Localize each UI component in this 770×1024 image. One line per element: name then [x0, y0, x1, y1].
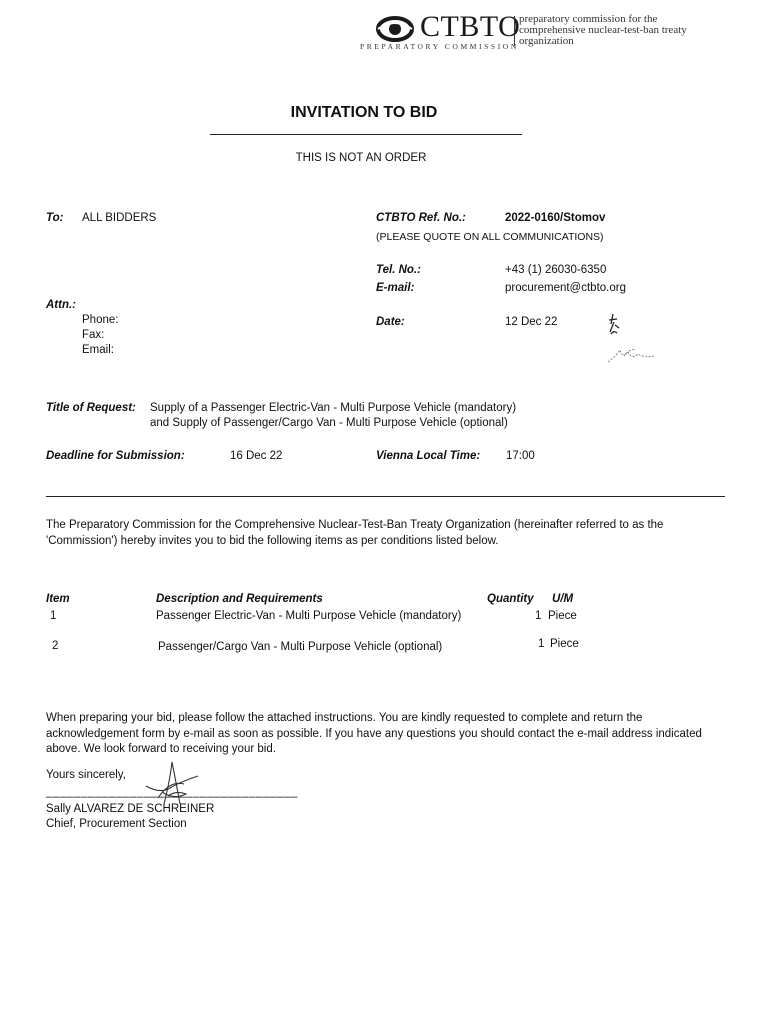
request-line-2: and Supply of Passenger/Cargo Van - Multi Purpose Vehicle (optional) — [150, 417, 508, 429]
column-header-quantity: Quantity — [487, 593, 534, 605]
email-value: procurement@ctbto.org — [505, 282, 626, 294]
instructions-paragraph: When preparing your bid, please follow the attached instructions. You are kindly requested to complete and return the acknowledgement form by e-mail as soon as possible. If you have any questions you should contact the e-mail address indicated above. We look forward to receiving your bid. — [46, 712, 702, 755]
intro-paragraph: The Preparatory Commission for the Comprehensive Nuclear-Test-Ban Treaty Organization (hereinafter referred to as the 'Commission') hereby invites you to bid the following items as per conditions listed below. — [46, 519, 664, 547]
attn-label: Attn.: — [46, 299, 77, 311]
logo-tagline: preparatory commission for the comprehensive nuclear-test-ban treaty organization — [519, 13, 687, 47]
attn-fax-label: Fax: — [82, 329, 105, 341]
row-item-number: 2 — [52, 640, 59, 652]
section-divider — [46, 496, 725, 497]
deadline-value: 16 Dec 22 — [230, 450, 283, 462]
title-underline — [210, 134, 522, 135]
small-signature-mark — [606, 344, 658, 366]
ref-note: (PLEASE QUOTE ON ALL COMMUNICATIONS) — [376, 231, 604, 243]
to-value: ALL BIDDERS — [82, 212, 157, 224]
page-title: INVITATION TO BID — [290, 104, 438, 121]
signatory-name: Sally ALVAREZ DE SCHREINER — [46, 803, 215, 815]
signatory-position: Chief, Procurement Section — [46, 818, 187, 830]
ref-value: 2022-0160/Stomov — [505, 212, 606, 224]
ref-label: CTBTO Ref. No.: — [376, 212, 466, 224]
page-subtitle: THIS IS NOT AN ORDER — [295, 152, 427, 164]
column-header-item: Item — [46, 593, 70, 605]
logo-subline: PREPARATORY COMMISSION — [360, 42, 519, 51]
local-time-value: 17:00 — [506, 450, 535, 462]
row-item-number: 1 — [50, 610, 57, 622]
row-description: Passenger/Cargo Van - Multi Purpose Vehicle (optional) — [158, 641, 443, 653]
tel-label: Tel. No.: — [376, 264, 421, 276]
row-quantity: 1 — [535, 610, 542, 622]
attn-email-label: Email: — [82, 344, 114, 356]
date-value: 12 Dec 22 — [505, 316, 558, 328]
tel-value: +43 (1) 26030-6350 — [505, 264, 607, 276]
request-label: Title of Request: — [46, 402, 136, 414]
logo-wordmark: CTBTO — [420, 10, 521, 43]
email-label: E-mail: — [376, 282, 415, 294]
local-time-label: Vienna Local Time: — [376, 450, 481, 462]
signature-line: ____________________________________ — [46, 786, 298, 798]
attn-phone-label: Phone: — [82, 314, 119, 326]
deadline-label: Deadline for Submission: — [46, 450, 185, 462]
row-quantity: 1 — [538, 638, 545, 650]
row-unit: Piece — [550, 638, 579, 650]
row-description: Passenger Electric-Van - Multi Purpose Vehicle (mandatory) — [156, 610, 462, 622]
column-header-um: U/M — [552, 593, 574, 605]
request-line-1: Supply of a Passenger Electric-Van - Multi Purpose Vehicle (mandatory) — [150, 402, 517, 414]
column-header-description: Description and Requirements — [156, 593, 323, 605]
handwritten-signature — [140, 760, 204, 808]
ctbto-emblem-icon — [375, 14, 415, 44]
logo-divider — [514, 16, 515, 46]
row-unit: Piece — [548, 610, 577, 622]
to-label: To: — [46, 212, 64, 224]
salutation: Yours sincerely, — [46, 769, 126, 781]
date-label: Date: — [376, 316, 405, 328]
initials-mark — [605, 312, 625, 336]
